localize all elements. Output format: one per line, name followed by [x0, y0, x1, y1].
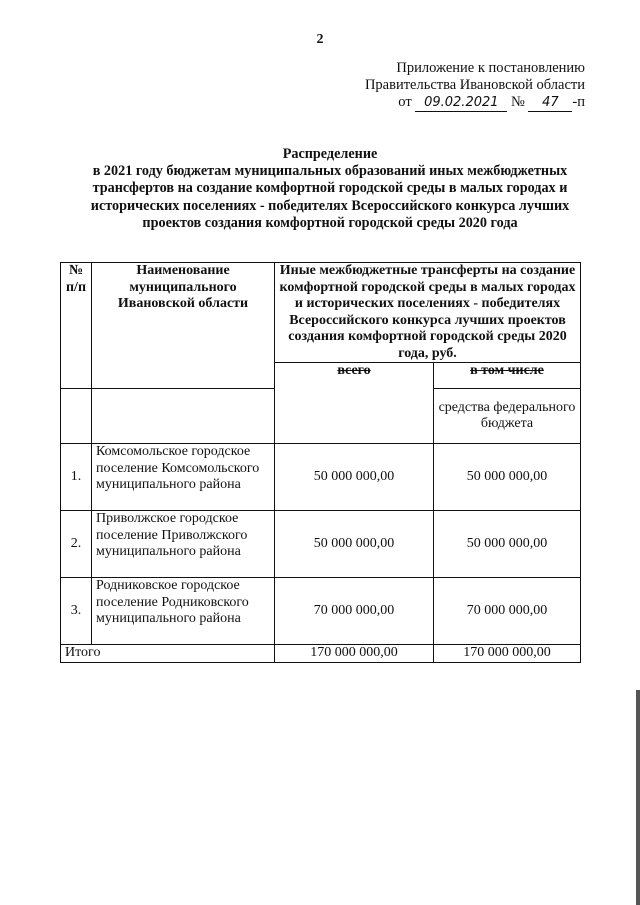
- total-label: Итого: [61, 645, 275, 663]
- row-name: Приволжское городское поселение Приволжского муниципального района: [92, 511, 275, 578]
- row-federal: 50 000 000,00: [434, 511, 581, 578]
- appendix-header: [365, 60, 585, 112]
- number-prefix: №: [510, 94, 525, 110]
- table-row: [61, 578, 581, 645]
- decree-line: [365, 94, 585, 112]
- row-name: Родниковское городское поселение Родниковского муниципального района: [92, 578, 275, 645]
- decree-number: 47: [528, 94, 572, 112]
- header-federal: средства федерального бюджета: [434, 389, 581, 444]
- row-num: 2.: [61, 511, 92, 578]
- header-row: [61, 263, 581, 363]
- row-total: 70 000 000,00: [275, 578, 434, 645]
- decree-date: 09.02.2021: [415, 94, 507, 112]
- table-row: [61, 444, 581, 511]
- row-federal: 50 000 000,00: [434, 444, 581, 511]
- header-total: всего: [275, 363, 434, 444]
- row-name: Комсомольское городское поселение Комсомольского муниципального района: [92, 444, 275, 511]
- table-row: [61, 511, 581, 578]
- distribution-table: [60, 262, 581, 663]
- header-num: № п/п: [61, 263, 92, 389]
- header-including: в том числе: [434, 363, 581, 389]
- title-heading: Распределение: [282, 146, 378, 162]
- total-sum: 170 000 000,00: [275, 645, 434, 663]
- header-name: Наименование муниципального Ивановской области: [92, 263, 275, 389]
- row-total: 50 000 000,00: [275, 444, 434, 511]
- header-name-cont: [92, 389, 275, 444]
- total-row: [61, 645, 581, 663]
- row-total: 50 000 000,00: [275, 511, 434, 578]
- appendix-line-1: Приложение к постановлению: [396, 60, 585, 76]
- page-number: 2: [316, 32, 324, 47]
- total-federal: 170 000 000,00: [434, 645, 581, 663]
- row-federal: 70 000 000,00: [434, 578, 581, 645]
- row-num: 1.: [61, 444, 92, 511]
- document-title: [70, 146, 590, 232]
- row-num: 3.: [61, 578, 92, 645]
- header-transfers: Иные межбюджетные трансферты на создание комфортной городской среды в малых городах и исторических поселениях - победителях Всероссийского конкурса лучших проектов создания комфортной городской среды 2020 года, руб.: [275, 263, 581, 363]
- title-body: в 2021 году бюджетам муниципальных образований иных межбюджетных трансфертов на создание комфортной городской среды в малых городах и исторических поселениях - победителях Всероссийского конкурса лучших проектов создания комфортной городской среды 2020 года: [90, 163, 570, 231]
- header-num-cont: [61, 389, 92, 444]
- scan-edge-mark: [636, 690, 640, 905]
- appendix-line-2: Правительства Ивановской области: [364, 77, 585, 93]
- number-suffix: -п: [572, 94, 585, 110]
- from-prefix: от: [398, 94, 412, 110]
